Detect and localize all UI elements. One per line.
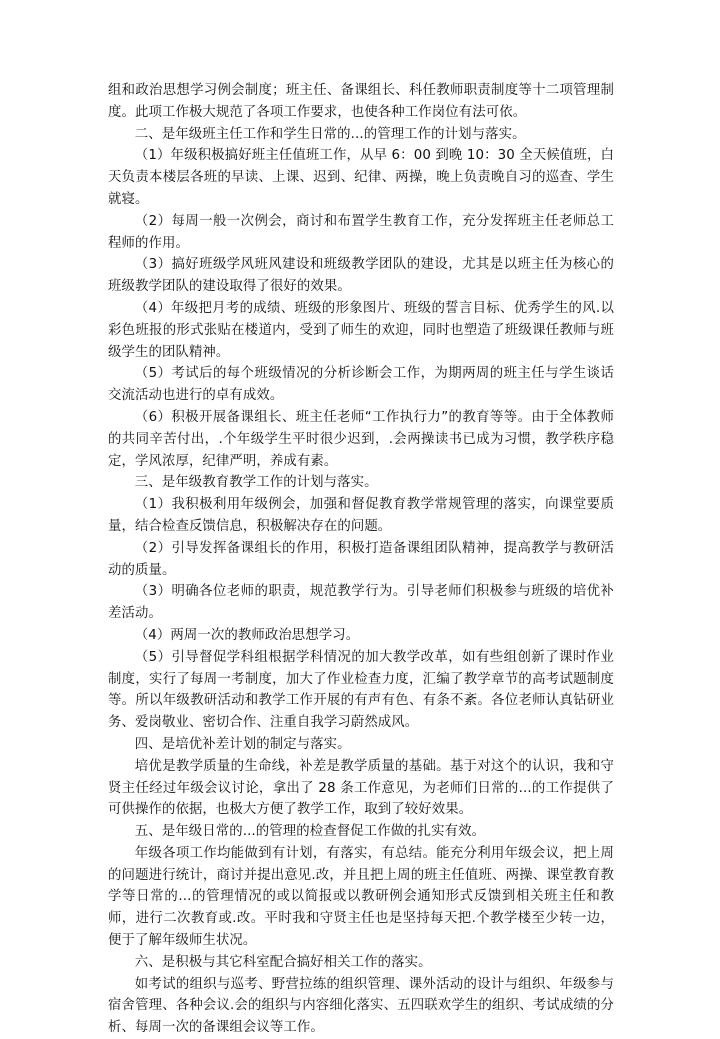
paragraph-3-1: （1）我积极利用年级例会，加强和督促教育教学常规管理的落实，向课堂要质量，结合检查反馈信息，积极解决存在的问题。 xyxy=(108,497,614,534)
paragraph-2-4: （4）年级把月考的成绩、班级的形象图片、班级的誓言目标、优秀学生的风.以彩色班报的形式张贴在楼道内，受到了师生的欢迎，同时也塑造了班级课任教师与班级学生的团队精神。 xyxy=(108,300,614,360)
document-body xyxy=(108,80,614,1039)
paragraph-3-2: （2）引导发挥备课组长的作用，积极打造备课组团队精神，提高教学与教研活动的质量。 xyxy=(108,540,614,578)
section-heading-2: 二、是年级班主任工作和学生日常的...的管理工作的计划与落实。 xyxy=(134,126,526,142)
paragraph-2-5: （5）考试后的每个班级情况的分析诊断会工作，为期两周的班主任与学生谈话交流活动也进行的卓有成效。 xyxy=(108,366,614,404)
paragraph-5: 年级各项工作均能做到有计划，有落实，有总结。能充分利用年级会议，把上周的问题进行统计，商讨并提出意见.改，并且把上周的班主任值班、两操、课堂教育教学等日常的...的管理情况的或以简报或以教研例会通知形式反馈到相关班主任和教师，进行二次教育或.改。平时我和守贤主任也是坚持每天把.个教学楼至少转一边，便于了解年级师生状况。 xyxy=(108,845,614,949)
section-heading-3: 三、是年级教育教学工作的计划与落实。 xyxy=(134,475,378,491)
paragraph-3-4: （4）两周一次的教师政治思想学习。 xyxy=(134,627,360,643)
paragraph-6: 如考试的组织与巡考、野营拉练的组织管理、课外活动的设计与组织、年级参与宿舍管理、各种会议.会的组织与内容细化落实、五四联欢学生的组织、考试成绩的分析、每周一次的备课组会议等工作。 xyxy=(108,976,614,1036)
paragraph-2-1: （1）年级积极搞好班主任值班工作，从早 6：00 到晚 10：30 全天候值班，白天负责本楼层各班的早读、上课、迟到、纪律、两操，晚上负责晚自习的巡查、学生就寝。 xyxy=(108,148,614,207)
section-heading-6: 六、是积极与其它科室配合搞好相关工作的落实。 xyxy=(134,954,432,970)
paragraph-management-systems: 组和政治思想学习例会制度；班主任、备课组长、科任教师职责制度等十二项管理制度。此项工作极大规范了各项工作要求，也使各种工作岗位有法可依。 xyxy=(108,83,614,120)
paragraph-2-2: （2）每周一般一次例会，商讨和布置学生教育工作，充分发挥班主任老师总工程师的作用。 xyxy=(108,213,614,251)
section-heading-5: 五、是年级日常的...的管理的检查督促工作做的扎实有效。 xyxy=(134,824,486,840)
section-heading-4: 四、是培优补差计划的制定与落实。 xyxy=(134,736,351,752)
paragraph-2-6: （6）积极开展备课组长、班主任老师“工作执行力”的教育等等。由于全体教师的共同辛苦付出，.个年级学生平时很少迟到，.会两操读书已成为习惯，教学秩序稳定，学风浓厚，纪律严明，养成有素。 xyxy=(108,409,614,469)
paragraph-3-3: （3）明确各位老师的职责，规范教学行为。引导老师们积极参与班级的培优补差活动。 xyxy=(108,584,614,622)
paragraph-2-3: （3）搞好班级学风班风建设和班级教学团队的建设，尤其是以班主任为核心的班级教学团队的建设取得了很好的效果。 xyxy=(108,257,614,295)
paragraph-3-5: （5）引导督促学科组根据学科情况的加大教学改革，如有些组创新了课时作业制度，实行了每周一考制度，加大了作业检查力度，汇编了教学章节的高考试题制度等。所以年级教研活动和教学工作开展的有声有色、有条不紊。各位老师认真钻研业务、爱岗敬业、密切合作、注重自我学习蔚然成风。 xyxy=(108,649,614,731)
paragraph-4: 培优是教学质量的生命线，补差是教学质量的基础。基于对这个的认识，我和守贤主任经过年级会议讨论，拿出了 28 条工作意见，为老师们日常的...的工作提供了可供操作的依据，也极大方便了教学工作，取到了较好效果。 xyxy=(108,758,614,818)
